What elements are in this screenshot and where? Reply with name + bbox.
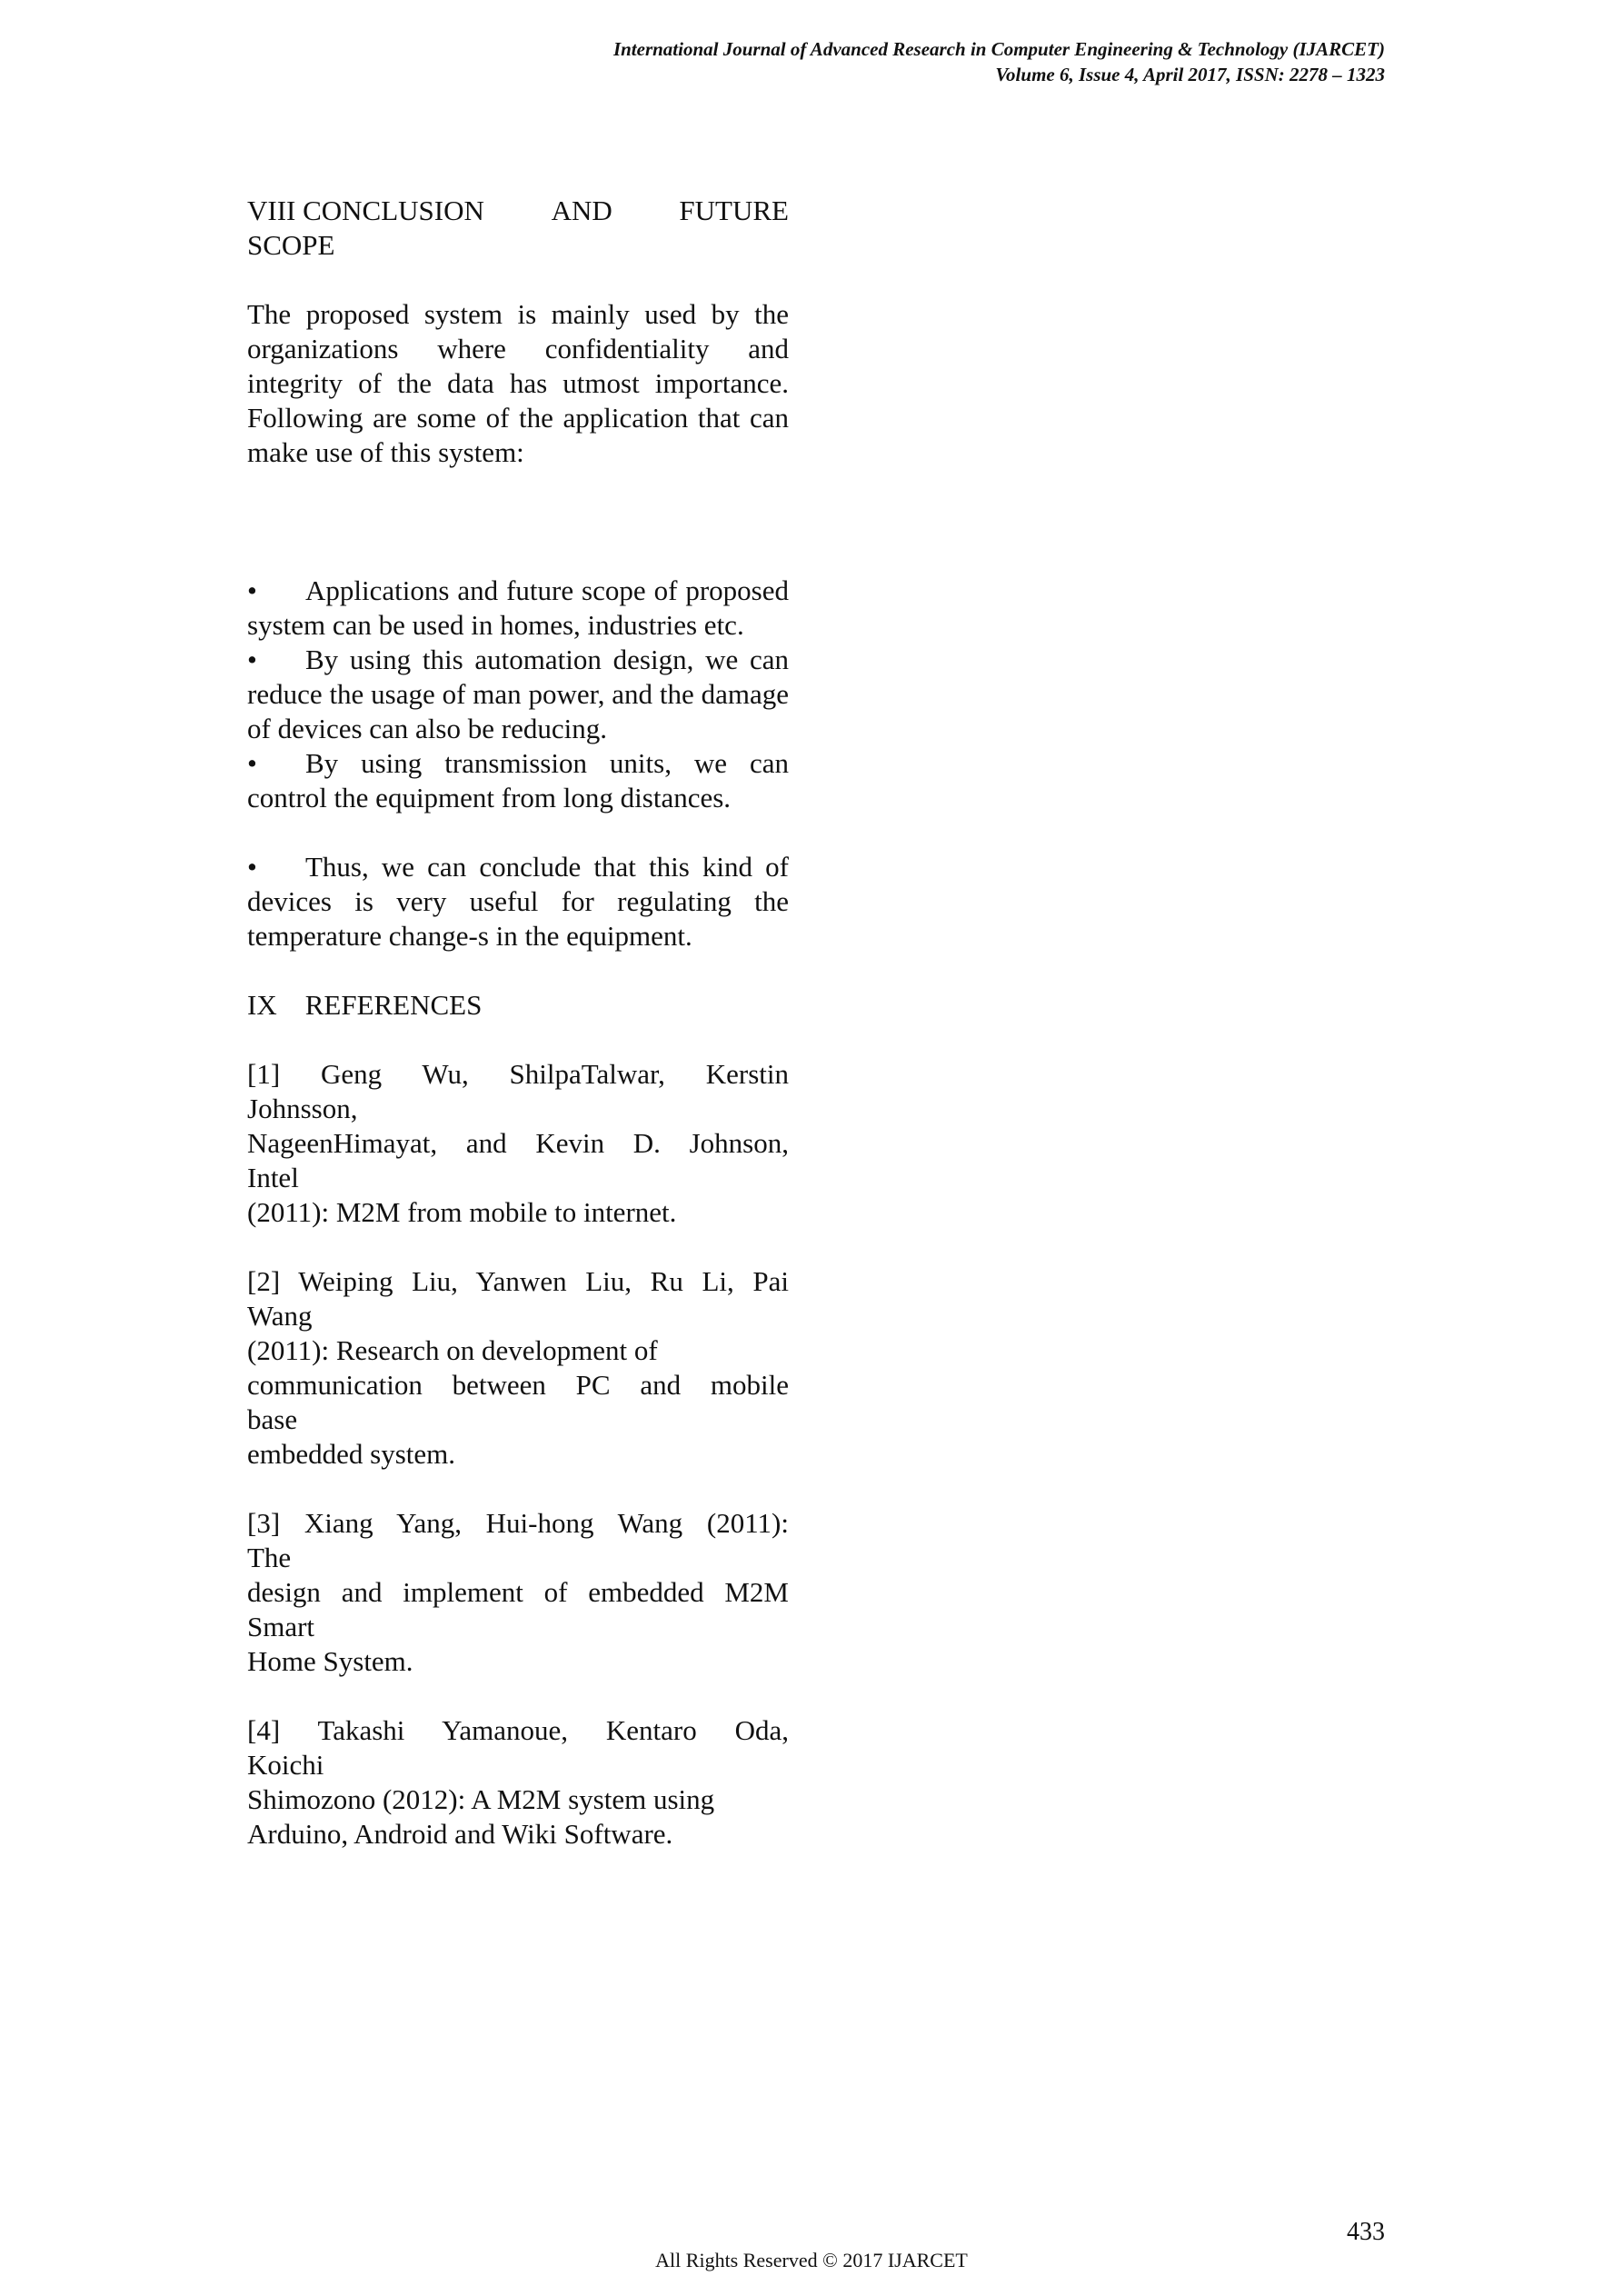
bullet-symbol: • xyxy=(247,747,257,779)
conclusion-heading-part1: VIII CONCLUSION xyxy=(247,195,484,226)
reference-entry xyxy=(247,1713,789,1852)
reference-line: Home System. xyxy=(247,1645,413,1677)
reference-entry xyxy=(247,1506,789,1679)
journal-volume: Volume 6, Issue 4, April 2017, ISSN: 2278 – 1323 xyxy=(995,64,1385,85)
reference-line: communication between PC and mobile xyxy=(247,1369,789,1401)
reference-line: [2] Weiping Liu, Yanwen Liu, Ru Li, Pai xyxy=(247,1265,789,1297)
spacer xyxy=(247,470,789,574)
bullet-text: By using transmission units, we can control the equipment from long distances. xyxy=(247,747,789,814)
reference-line: (2011): M2M from mobile to internet. xyxy=(247,1196,677,1228)
reference-line: [4] Takashi Yamanoue, Kentaro Oda, xyxy=(247,1714,789,1746)
journal-title: International Journal of Advanced Research in Computer Engineering & Technology (IJARCET) xyxy=(612,38,1385,60)
bullet-text: By using this automation design, we can reduce the usage of man power, and the damage of devices can also be reducing. xyxy=(247,644,789,744)
reference-line: (2011): Research on development of xyxy=(247,1334,658,1366)
reference-line: NageenHimayat, and Kevin D. Johnson, xyxy=(247,1127,789,1159)
copyright-footer: All Rights Reserved © 2017 IJARCET xyxy=(655,2249,968,2271)
bullet-text: Applications and future scope of proposed system can be used in homes, industries etc. xyxy=(247,574,789,641)
reference-line: Wang xyxy=(247,1300,313,1332)
bullet-item xyxy=(247,643,789,746)
reference-line: Arduino, Android and Wiki Software. xyxy=(247,1818,673,1850)
reference-line: Koichi xyxy=(247,1749,324,1781)
conclusion-heading-line1 xyxy=(247,194,789,228)
bullet-symbol: • xyxy=(247,851,257,883)
reference-line: [3] Xiang Yang, Hui-hong Wang (2011): xyxy=(247,1507,789,1539)
reference-line: Johnsson, xyxy=(247,1093,358,1124)
reference-line: The xyxy=(247,1542,292,1573)
reference-line: Shimozono (2012): A M2M system using xyxy=(247,1783,715,1815)
reference-entry xyxy=(247,1264,789,1472)
reference-line: [1] Geng Wu, ShilpaTalwar, Kerstin xyxy=(247,1058,789,1090)
reference-line: design and implement of embedded M2M xyxy=(247,1576,789,1608)
conclusion-heading xyxy=(247,194,789,263)
reference-line: Intel xyxy=(247,1162,299,1193)
reference-entry xyxy=(247,1057,789,1230)
reference-line: embedded system. xyxy=(247,1438,456,1470)
conclusion-heading-part3: FUTURE xyxy=(679,195,789,226)
bullet-text: Thus, we can conclude that this kind of devices is very useful for regulating the temperature change-s in the equipment. xyxy=(247,851,789,952)
page-number: 433 xyxy=(1347,2218,1385,2246)
bullet-item xyxy=(247,850,789,953)
reference-line: base xyxy=(247,1403,298,1435)
bullet-symbol: • xyxy=(247,574,257,606)
conclusion-intro: The proposed system is mainly used by the organizations where confidentiality and integrity of the data has utmost importance. Following are some of the application that can make use of this system: xyxy=(247,298,789,468)
bullet-item xyxy=(247,574,789,643)
conclusion-heading-line2: SCOPE xyxy=(247,229,335,261)
bullet-item xyxy=(247,746,789,815)
main-column xyxy=(247,194,789,1886)
journal-header xyxy=(613,36,1385,87)
references-heading: IX REFERENCES xyxy=(247,989,483,1021)
reference-list xyxy=(247,1057,789,1852)
reference-line: Smart xyxy=(247,1611,315,1642)
bullet-symbol: • xyxy=(247,644,257,675)
conclusion-heading-part2: AND xyxy=(551,195,612,226)
